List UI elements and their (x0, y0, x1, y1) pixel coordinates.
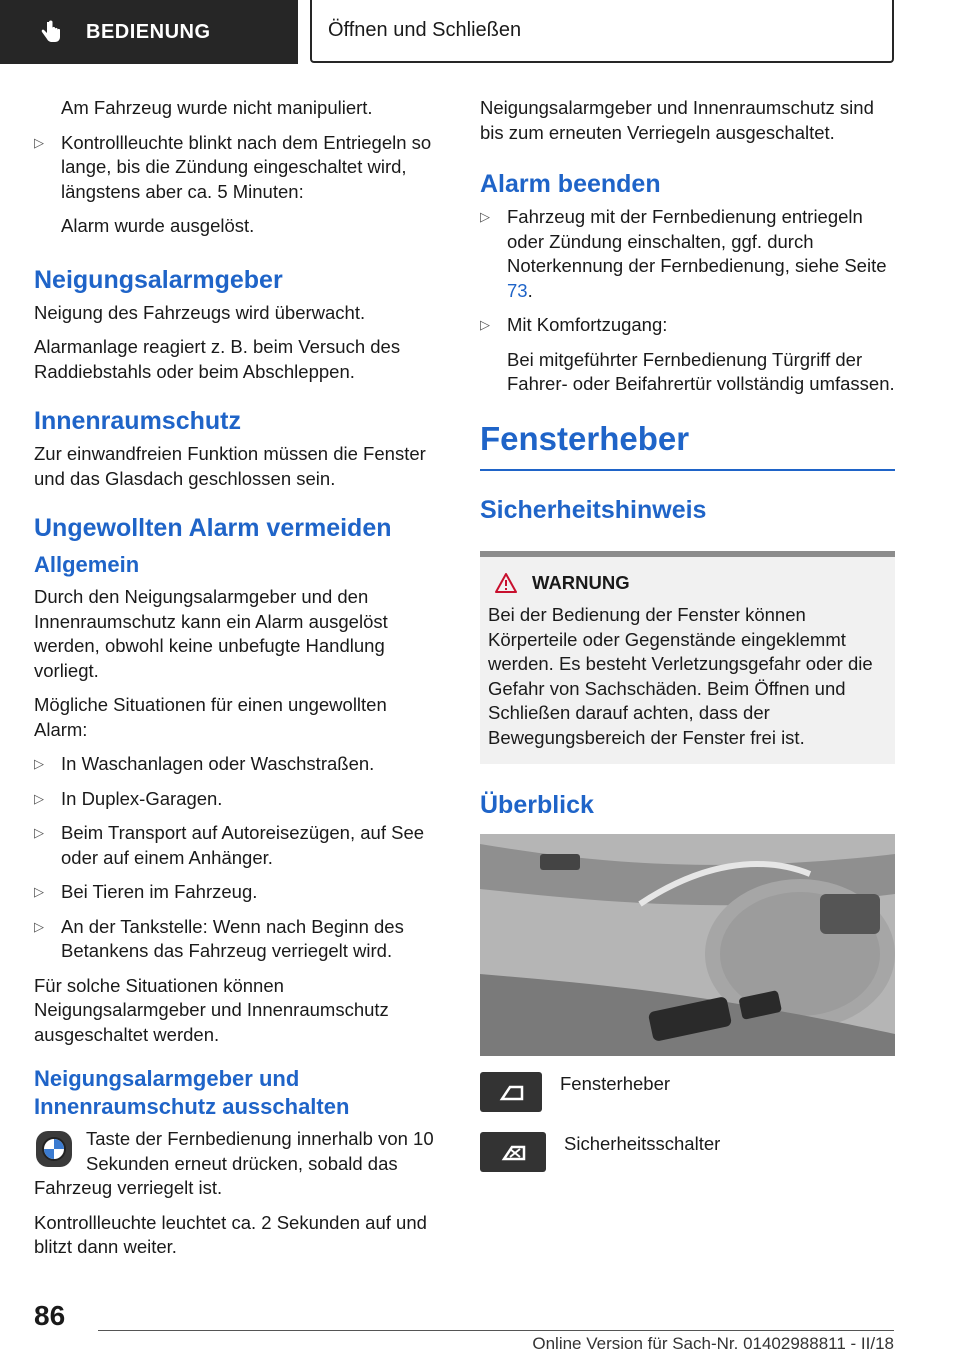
safety-switch-button-icon (480, 1132, 546, 1172)
bmw-key-icon (34, 1129, 74, 1169)
page-number: 86 (34, 1300, 66, 1331)
list-item-text: ▷ Bei Tieren im Fahrzeug. (61, 881, 258, 902)
paragraph: Mögliche Situationen für einen ungewollten Alarm: (34, 694, 387, 740)
warning-text: Bei der Bedienung der Fenster können Körperteile oder Gegenstände eingeklemmt werden. Es besteht Verletzungsgefahr oder die Gefahr von Sachschäden. Beim Öffnen und Schließen darauf achten, dass der Bewegungsbereich der Fenster frei ist. (488, 604, 873, 748)
right-column (480, 96, 895, 1192)
list-item-text: ▷ Mit Komfortzugang: (507, 314, 668, 335)
heading-neigungsalarmgeber: Neigungsalarmgeber (34, 265, 283, 294)
list-item (34, 915, 444, 964)
list-item (480, 205, 895, 303)
window-lifter-button-icon (480, 1072, 542, 1112)
warning-box (480, 551, 895, 765)
icon-legend-row (480, 1072, 895, 1112)
icon-label: Sicherheitsschalter (564, 1133, 721, 1154)
hand-icon (38, 19, 64, 45)
paragraph: Alarmanlage reagiert z. B. beim Versuch des Raddiebstahls oder beim Abschleppen. (34, 336, 401, 382)
heading-ungewollten-alarm: Ungewollten Alarm vermeiden (34, 514, 392, 542)
left-column (34, 96, 444, 1270)
list-item (480, 313, 895, 338)
list-item (34, 880, 444, 905)
footer-divider (98, 1330, 894, 1331)
list-item-text: ▷ Beim Transport auf Autoreisezügen, auf See oder auf einem Anhänger. (61, 822, 425, 868)
chapter-tab (310, 0, 894, 63)
paragraph: Für solche Situationen können Neigungsalarmgeber und Innenraumschutz ausgeschaltet werden. (34, 974, 389, 1045)
paragraph: Am Fahrzeug wurde nicht manipuliert. (61, 97, 373, 118)
remote-key-paragraph (34, 1127, 444, 1201)
door-panel-photo (480, 834, 895, 1056)
icon-legend-row (480, 1132, 895, 1172)
chapter-title: Öffnen und Schließen (328, 19, 522, 41)
heading-ausschalten: Neigungsalarmgeber und Innenraumschutz ausschalten (34, 1066, 350, 1119)
list-item-text: Fahrzeug mit der Fernbedienung entriegeln oder Zündung einschalten, ggf. durch Noterkennung der Fernbedienung, siehe Seite (507, 206, 887, 276)
list-item-text: ▷ An der Tankstelle: Wenn nach Beginn des Betankens das Fahrzeug verriegelt wird. (61, 915, 404, 961)
list-item (34, 821, 444, 870)
warning-title: WARNUNG (532, 571, 630, 593)
heading-sicherheitshinweis: Sicherheitshinweis (480, 495, 707, 524)
heading-innenraumschutz: Innenraumschutz (34, 407, 241, 435)
door-panel-illustration (480, 834, 895, 1056)
page-link[interactable]: 73 (507, 279, 528, 301)
paragraph: Zur einwandfreien Funktion müssen die Fenster und das Glasdach geschlossen sein. (34, 443, 426, 489)
icon-label: Fensterheber (560, 1073, 671, 1094)
heading-alarm-beenden: Alarm beenden (480, 170, 661, 198)
paragraph: Neigung des Fahrzeugs wird überwacht. (34, 301, 366, 323)
paragraph: Durch den Neigungsalarmgeber und den Innenraumschutz kann ein Alarm ausgelöst werden, obwohl keine unbefugte Handlung vorliegt. (34, 586, 388, 681)
paragraph: Neigungsalarmgeber und Innenraumschutz sind bis zum erneuten Verriegeln ausgeschaltet. (480, 97, 874, 143)
paragraph: Kontrollleuchte leuchtet ca. 2 Sekunden auf und blitzt dann weiter. (34, 1211, 427, 1257)
list-item (34, 752, 444, 777)
paragraph: Taste der Fernbedienung innerhalb von 10 Sekunden erneut drücken, sobald das Fahrzeug verriegelt ist. (34, 1128, 434, 1198)
footer-text: Online Version für Sach-Nr. 01402988811 - II/18 (532, 1334, 894, 1353)
list-item-text: ▷ In Duplex-Garagen. (61, 787, 223, 809)
list-item-text: ▷ In Waschanlagen oder Waschstraßen. (61, 753, 375, 774)
paragraph: Bei mitgeführter Fernbedienung Türgriff der Fahrer- oder Beifahrertür vollständig umfassen. (507, 348, 895, 394)
heading-ueberblick: Überblick (480, 791, 594, 819)
page-header (0, 0, 960, 66)
paragraph: Alarm wurde ausgelöst. (61, 215, 255, 236)
list-item-text: . (527, 279, 533, 301)
list-item (34, 787, 444, 812)
warning-header (488, 571, 887, 596)
heading-allgemein: Allgemein (34, 552, 140, 577)
warning-icon (494, 572, 518, 594)
list-item-text: ▷ Kontrollleuchte blinkt nach dem Entriegeln so lange, bis die Zündung eingeschaltet wird, längstens aber ca. 5 Minuten: (61, 131, 432, 202)
section-title: BEDIENUNG (86, 20, 211, 43)
list-item (34, 131, 444, 205)
section-tab (0, 0, 298, 64)
heading-fensterheber: Fensterheber (480, 419, 895, 471)
